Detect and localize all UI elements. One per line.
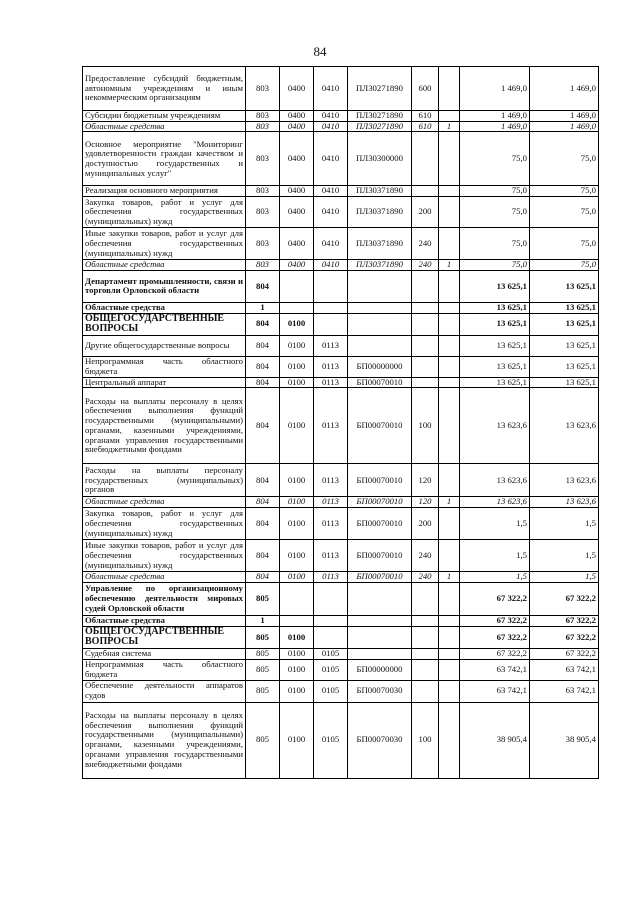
amount-year-1: 67 322,2 xyxy=(460,626,530,648)
amount-year-2: 1,5 xyxy=(530,572,599,583)
expense-type-code xyxy=(412,270,439,302)
target-article-code: ПЛ30371890 xyxy=(348,197,412,228)
ministry-code: 805 xyxy=(246,680,280,702)
row-name: Обеспечение деятельности аппаратов судов xyxy=(83,680,246,702)
amount-year-2: 67 322,2 xyxy=(530,582,599,615)
amount-year-1: 63 742,1 xyxy=(460,680,530,702)
amount-year-1: 75,0 xyxy=(460,186,530,197)
subsection-code: 0410 xyxy=(314,111,348,122)
target-article-code xyxy=(348,270,412,302)
section-code: 0100 xyxy=(280,377,314,388)
expense-type-code xyxy=(412,356,439,377)
ministry-code: 804 xyxy=(246,356,280,377)
amount-year-2: 13 625,1 xyxy=(530,302,599,313)
source-code xyxy=(439,659,460,680)
source-code xyxy=(439,648,460,659)
ministry-code: 805 xyxy=(246,648,280,659)
table-row xyxy=(83,615,599,626)
target-article-code xyxy=(348,302,412,313)
table-row xyxy=(83,302,599,313)
source-code xyxy=(439,197,460,228)
source-code xyxy=(439,680,460,702)
target-article-code: БП00070030 xyxy=(348,680,412,702)
source-code: 1 xyxy=(439,121,460,132)
budget-table xyxy=(82,66,599,779)
amount-year-2: 1,5 xyxy=(530,508,599,540)
amount-year-1: 13 625,1 xyxy=(460,313,530,335)
table-row xyxy=(83,540,599,572)
row-name: Расходы на выплаты персоналу государственных (муниципальных) органов xyxy=(83,464,246,497)
ministry-code: 805 xyxy=(246,659,280,680)
section-code xyxy=(280,615,314,626)
target-article-code: ПЛ30271890 xyxy=(348,67,412,111)
target-article-code xyxy=(348,582,412,615)
amount-year-2: 13 625,1 xyxy=(530,356,599,377)
amount-year-1: 67 322,2 xyxy=(460,615,530,626)
section-code: 0400 xyxy=(280,197,314,228)
row-name: Центральный аппарат xyxy=(83,377,246,388)
section-code: 0400 xyxy=(280,186,314,197)
ministry-code: 1 xyxy=(246,615,280,626)
amount-year-2: 75,0 xyxy=(530,186,599,197)
section-code: 0400 xyxy=(280,260,314,271)
amount-year-1: 67 322,2 xyxy=(460,582,530,615)
target-article-code: ПЛ30371890 xyxy=(348,186,412,197)
row-name: Областные средства xyxy=(83,121,246,132)
amount-year-2: 75,0 xyxy=(530,228,599,260)
target-article-code: БП00070010 xyxy=(348,497,412,508)
table-row xyxy=(83,270,599,302)
subsection-code: 0113 xyxy=(314,508,348,540)
amount-year-1: 13 625,1 xyxy=(460,270,530,302)
expense-type-code xyxy=(412,626,439,648)
section-code: 0400 xyxy=(280,228,314,260)
subsection-code: 0410 xyxy=(314,186,348,197)
amount-year-1: 13 625,1 xyxy=(460,377,530,388)
ministry-code: 803 xyxy=(246,186,280,197)
row-name: Иные закупки товаров, работ и услуг для обеспечения государственных (муниципальных) нужд xyxy=(83,228,246,260)
source-code xyxy=(439,626,460,648)
amount-year-2: 13 625,1 xyxy=(530,335,599,356)
subsection-code: 0105 xyxy=(314,702,348,778)
target-article-code: ПЛ30371890 xyxy=(348,260,412,271)
subsection-code: 0410 xyxy=(314,121,348,132)
source-code: 1 xyxy=(439,260,460,271)
table-row xyxy=(83,67,599,111)
expense-type-code xyxy=(412,680,439,702)
source-code xyxy=(439,464,460,497)
subsection-code: 0113 xyxy=(314,540,348,572)
amount-year-2: 75,0 xyxy=(530,260,599,271)
row-name: Областные средства xyxy=(83,260,246,271)
row-name: ОБЩЕГОСУДАРСТВЕННЫЕ ВОПРОСЫ xyxy=(83,313,246,335)
subsection-code: 0113 xyxy=(314,572,348,583)
ministry-code: 804 xyxy=(246,540,280,572)
target-article-code: БП00070010 xyxy=(348,572,412,583)
amount-year-2: 75,0 xyxy=(530,132,599,186)
source-code xyxy=(439,132,460,186)
target-article-code: БП00070010 xyxy=(348,540,412,572)
table-row xyxy=(83,228,599,260)
table-row xyxy=(83,497,599,508)
table-row xyxy=(83,111,599,122)
subsection-code xyxy=(314,270,348,302)
target-article-code xyxy=(348,615,412,626)
target-article-code: БП00070010 xyxy=(348,464,412,497)
section-code: 0100 xyxy=(280,702,314,778)
expense-type-code: 610 xyxy=(412,111,439,122)
amount-year-2: 1 469,0 xyxy=(530,67,599,111)
ministry-code: 805 xyxy=(246,702,280,778)
amount-year-1: 38 905,4 xyxy=(460,702,530,778)
section-code: 0100 xyxy=(280,388,314,464)
row-name: Иные закупки товаров, работ и услуг для обеспечения государственных (муниципальных) нужд xyxy=(83,540,246,572)
amount-year-2: 1 469,0 xyxy=(530,111,599,122)
table-row xyxy=(83,582,599,615)
amount-year-2: 67 322,2 xyxy=(530,626,599,648)
row-name: Другие общегосударственные вопросы xyxy=(83,335,246,356)
section-code: 0400 xyxy=(280,67,314,111)
ministry-code: 803 xyxy=(246,197,280,228)
section-code: 0100 xyxy=(280,540,314,572)
row-name: Основное мероприятие "Мониторинг удовлетворенности граждан качеством и доступностью государственных и муниципальных услуг" xyxy=(83,132,246,186)
table-row xyxy=(83,572,599,583)
amount-year-1: 13 623,6 xyxy=(460,497,530,508)
amount-year-2: 75,0 xyxy=(530,197,599,228)
amount-year-1: 75,0 xyxy=(460,197,530,228)
expense-type-code xyxy=(412,615,439,626)
row-name: Предоставление субсидий бюджетным, автономным учреждениям и иным некоммерческим организациям xyxy=(83,67,246,111)
table-row xyxy=(83,186,599,197)
amount-year-1: 1,5 xyxy=(460,572,530,583)
target-article-code xyxy=(348,626,412,648)
table-row xyxy=(83,702,599,778)
ministry-code: 804 xyxy=(246,497,280,508)
subsection-code xyxy=(314,313,348,335)
ministry-code: 803 xyxy=(246,111,280,122)
row-name: Судебная система xyxy=(83,648,246,659)
table-row xyxy=(83,356,599,377)
amount-year-2: 13 625,1 xyxy=(530,377,599,388)
section-code: 0100 xyxy=(280,659,314,680)
source-code xyxy=(439,67,460,111)
source-code: 1 xyxy=(439,572,460,583)
row-name: Непрограммная часть областного бюджета xyxy=(83,659,246,680)
row-name: ОБЩЕГОСУДАРСТВЕННЫЕ ВОПРОСЫ xyxy=(83,626,246,648)
amount-year-2: 1,5 xyxy=(530,540,599,572)
row-name: Областные средства xyxy=(83,572,246,583)
section-code: 0100 xyxy=(280,356,314,377)
section-code: 0100 xyxy=(280,335,314,356)
row-name: Закупка товаров, работ и услуг для обеспечения государственных (муниципальных) нужд xyxy=(83,508,246,540)
section-code: 0100 xyxy=(280,464,314,497)
ministry-code: 803 xyxy=(246,121,280,132)
target-article-code: ПЛ30271890 xyxy=(348,121,412,132)
section-code xyxy=(280,582,314,615)
source-code xyxy=(439,270,460,302)
source-code xyxy=(439,615,460,626)
amount-year-2: 67 322,2 xyxy=(530,648,599,659)
section-code: 0100 xyxy=(280,648,314,659)
target-article-code xyxy=(348,335,412,356)
target-article-code: БП00070010 xyxy=(348,508,412,540)
subsection-code: 0105 xyxy=(314,680,348,702)
amount-year-1: 1 469,0 xyxy=(460,67,530,111)
amount-year-2: 38 905,4 xyxy=(530,702,599,778)
target-article-code: БП00000000 xyxy=(348,659,412,680)
expense-type-code: 100 xyxy=(412,702,439,778)
amount-year-2: 13 625,1 xyxy=(530,270,599,302)
section-code: 0100 xyxy=(280,680,314,702)
subsection-code xyxy=(314,626,348,648)
amount-year-2: 1 469,0 xyxy=(530,121,599,132)
ministry-code: 804 xyxy=(246,377,280,388)
section-code: 0100 xyxy=(280,572,314,583)
subsection-code: 0113 xyxy=(314,388,348,464)
table-row xyxy=(83,377,599,388)
amount-year-1: 1 469,0 xyxy=(460,121,530,132)
row-name: Департамент промышленности, связи и торговли Орловской области xyxy=(83,270,246,302)
target-article-code: ПЛ30300000 xyxy=(348,132,412,186)
subsection-code: 0410 xyxy=(314,228,348,260)
table-row xyxy=(83,260,599,271)
amount-year-2: 13 623,6 xyxy=(530,464,599,497)
amount-year-2: 13 623,6 xyxy=(530,497,599,508)
amount-year-2: 13 625,1 xyxy=(530,313,599,335)
source-code xyxy=(439,388,460,464)
target-article-code xyxy=(348,648,412,659)
section-code: 0100 xyxy=(280,497,314,508)
table-row xyxy=(83,121,599,132)
table-row xyxy=(83,680,599,702)
amount-year-1: 75,0 xyxy=(460,228,530,260)
ministry-code: 804 xyxy=(246,464,280,497)
ministry-code: 804 xyxy=(246,388,280,464)
ministry-code: 803 xyxy=(246,260,280,271)
source-code xyxy=(439,228,460,260)
expense-type-code: 100 xyxy=(412,388,439,464)
ministry-code: 804 xyxy=(246,335,280,356)
subsection-code xyxy=(314,302,348,313)
row-name: Закупка товаров, работ и услуг для обеспечения государственных (муниципальных) нужд xyxy=(83,197,246,228)
source-code xyxy=(439,313,460,335)
ministry-code: 803 xyxy=(246,132,280,186)
expense-type-code xyxy=(412,582,439,615)
subsection-code: 0410 xyxy=(314,67,348,111)
amount-year-1: 13 623,6 xyxy=(460,388,530,464)
amount-year-1: 1,5 xyxy=(460,540,530,572)
target-article-code: ПЛ30371890 xyxy=(348,228,412,260)
table-row xyxy=(83,464,599,497)
section-code xyxy=(280,302,314,313)
source-code xyxy=(439,356,460,377)
section-code: 0400 xyxy=(280,111,314,122)
ministry-code: 805 xyxy=(246,582,280,615)
subsection-code: 0105 xyxy=(314,648,348,659)
row-name: Непрограммная часть областного бюджета xyxy=(83,356,246,377)
expense-type-code xyxy=(412,313,439,335)
section-code: 0400 xyxy=(280,121,314,132)
expense-type-code: 610 xyxy=(412,121,439,132)
expense-type-code: 200 xyxy=(412,197,439,228)
table-row xyxy=(83,508,599,540)
target-article-code: ПЛ30271890 xyxy=(348,111,412,122)
subsection-code xyxy=(314,582,348,615)
ministry-code: 803 xyxy=(246,67,280,111)
ministry-code: 804 xyxy=(246,313,280,335)
section-code: 0400 xyxy=(280,132,314,186)
row-name: Областные средства xyxy=(83,302,246,313)
subsection-code: 0113 xyxy=(314,497,348,508)
section-code: 0100 xyxy=(280,313,314,335)
table-row xyxy=(83,132,599,186)
row-name: Расходы на выплаты персоналу в целях обеспечения выполнения функций государственными (муниципальными) органами, казенными учреждениями, органами управления государственными внебюджетными фондами xyxy=(83,388,246,464)
table-row xyxy=(83,626,599,648)
expense-type-code: 240 xyxy=(412,260,439,271)
table-row xyxy=(83,313,599,335)
amount-year-1: 63 742,1 xyxy=(460,659,530,680)
source-code xyxy=(439,540,460,572)
table-row xyxy=(83,197,599,228)
source-code xyxy=(439,702,460,778)
expense-type-code: 120 xyxy=(412,464,439,497)
target-article-code xyxy=(348,313,412,335)
expense-type-code xyxy=(412,659,439,680)
subsection-code xyxy=(314,615,348,626)
expense-type-code xyxy=(412,132,439,186)
expense-type-code xyxy=(412,335,439,356)
amount-year-2: 63 742,1 xyxy=(530,659,599,680)
amount-year-1: 1,5 xyxy=(460,508,530,540)
source-code xyxy=(439,186,460,197)
ministry-code: 804 xyxy=(246,270,280,302)
row-name: Субсидии бюджетным учреждениям xyxy=(83,111,246,122)
source-code xyxy=(439,508,460,540)
source-code xyxy=(439,302,460,313)
page-number: 84 xyxy=(313,44,327,59)
ministry-code: 803 xyxy=(246,228,280,260)
section-code xyxy=(280,270,314,302)
expense-type-code xyxy=(412,302,439,313)
expense-type-code: 240 xyxy=(412,540,439,572)
section-code: 0100 xyxy=(280,508,314,540)
target-article-code: БП00070030 xyxy=(348,702,412,778)
row-name: Областные средства xyxy=(83,615,246,626)
subsection-code: 0113 xyxy=(314,464,348,497)
target-article-code: БП00070010 xyxy=(348,377,412,388)
amount-year-2: 63 742,1 xyxy=(530,680,599,702)
source-code xyxy=(439,377,460,388)
source-code: 1 xyxy=(439,497,460,508)
subsection-code: 0410 xyxy=(314,197,348,228)
target-article-code: БП00000000 xyxy=(348,356,412,377)
source-code xyxy=(439,335,460,356)
subsection-code: 0113 xyxy=(314,335,348,356)
budget-table-body xyxy=(83,67,599,779)
amount-year-1: 67 322,2 xyxy=(460,648,530,659)
subsection-code: 0410 xyxy=(314,132,348,186)
target-article-code: БП00070010 xyxy=(348,388,412,464)
amount-year-1: 13 625,1 xyxy=(460,335,530,356)
subsection-code: 0410 xyxy=(314,260,348,271)
subsection-code: 0113 xyxy=(314,377,348,388)
ministry-code: 804 xyxy=(246,572,280,583)
expense-type-code: 240 xyxy=(412,572,439,583)
ministry-code: 1 xyxy=(246,302,280,313)
source-code xyxy=(439,111,460,122)
ministry-code: 805 xyxy=(246,626,280,648)
expense-type-code xyxy=(412,377,439,388)
expense-type-code xyxy=(412,186,439,197)
amount-year-1: 13 625,1 xyxy=(460,302,530,313)
amount-year-1: 1 469,0 xyxy=(460,111,530,122)
table-row xyxy=(83,388,599,464)
section-code: 0100 xyxy=(280,626,314,648)
subsection-code: 0113 xyxy=(314,356,348,377)
row-name: Реализация основного мероприятия xyxy=(83,186,246,197)
ministry-code: 804 xyxy=(246,508,280,540)
amount-year-1: 13 625,1 xyxy=(460,356,530,377)
amount-year-1: 75,0 xyxy=(460,260,530,271)
expense-type-code: 240 xyxy=(412,228,439,260)
subsection-code: 0105 xyxy=(314,659,348,680)
row-name: Расходы на выплаты персоналу в целях обеспечения выполнения функций государственными (муниципальными) органами, казенными учреждениями, органами управления государственными внебюджетными фондами xyxy=(83,702,246,778)
expense-type-code: 200 xyxy=(412,508,439,540)
table-row xyxy=(83,659,599,680)
amount-year-2: 13 623,6 xyxy=(530,388,599,464)
table-row xyxy=(83,648,599,659)
amount-year-2: 67 322,2 xyxy=(530,615,599,626)
source-code xyxy=(439,582,460,615)
expense-type-code xyxy=(412,648,439,659)
amount-year-1: 75,0 xyxy=(460,132,530,186)
table-row xyxy=(83,335,599,356)
row-name: Областные средства xyxy=(83,497,246,508)
amount-year-1: 13 623,6 xyxy=(460,464,530,497)
expense-type-code: 600 xyxy=(412,67,439,111)
expense-type-code: 120 xyxy=(412,497,439,508)
row-name: Управление по организационному обеспечению деятельности мировых судей Орловской области xyxy=(83,582,246,615)
